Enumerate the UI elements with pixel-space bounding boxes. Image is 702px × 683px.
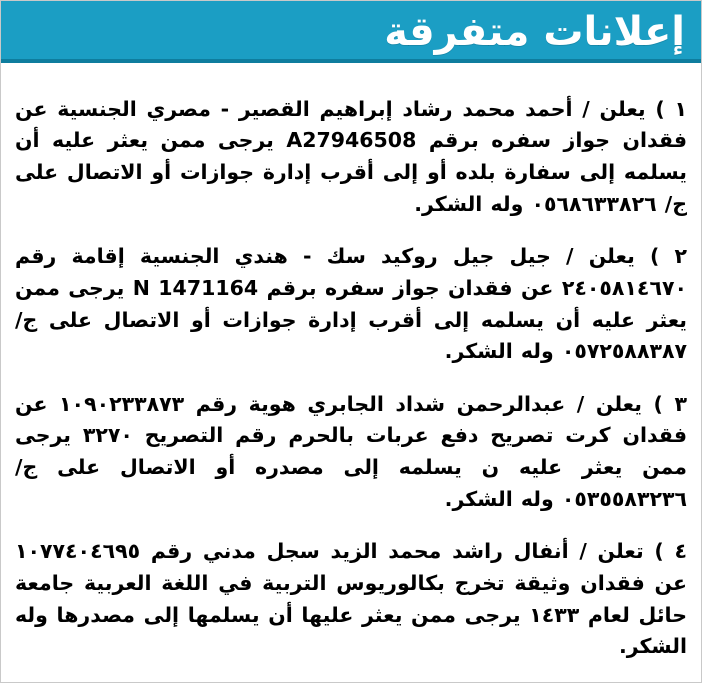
page-title: إعلانات متفرقة: [384, 9, 685, 55]
header-divider: [1, 59, 701, 63]
ad-item: ٣ ) يعلن / عبدالرحمن شداد الجابري هوية رقم ١٠٩٠٢٣٣٨٧٣ عن فقدان كرت تصريح دفع عربات بالحرم رقم التصريح ٣٢٧٠ يرجى ممن يعثر عليه ن يسلمه إلى مصدره أو الاتصال على ج/ ٠٥٣٥٥٨٣٢٣٦ وله الشكر.: [15, 391, 688, 511]
ad-item: ٤ ) تعلن / أنفال راشد محمد الزيد سجل مدني رقم ١٠٧٧٤٠٤٦٩٥ عن فقدان وثيقة تخرج بكالوريوس التربية في اللغة العربية جامعة حائل لعام ١٤٣٣ يرجى ممن يعثر عليها أن يسلمها إلى مصدرها وله الشكر.: [15, 539, 687, 659]
ad-item: ١ ) يعلن / أحمد محمد رشاد إبراهيم القصير - مصري الجنسية عن فقدان جواز سفره برقم A27946508 يرجى ممن يعثر عليه أن يسلمه إلى سفارة بلده أو إلى أقرب إدارة جوازات أو الاتصال على ج/ ٠٥٦٨٦٣٣٨٢٦ وله الشكر.: [15, 96, 687, 216]
ads-list: [1, 63, 701, 671]
page-header-banner: [1, 1, 701, 63]
ad-item: ٢ ) يعلن / جيل جيل روكيد سك - هندي الجنسية إقامة رقم ٢٤٠٥٨١٤٦٧٠ عن فقدان جواز سفره برقم N 1471164 يرجى ممن يعثر عليه أن يسلمه إلى أقرب إدارة جوازات أو الاتصال على ج/ ٠٥٧٢٥٨٨٣٨٧ وله الشكر.: [15, 244, 687, 364]
